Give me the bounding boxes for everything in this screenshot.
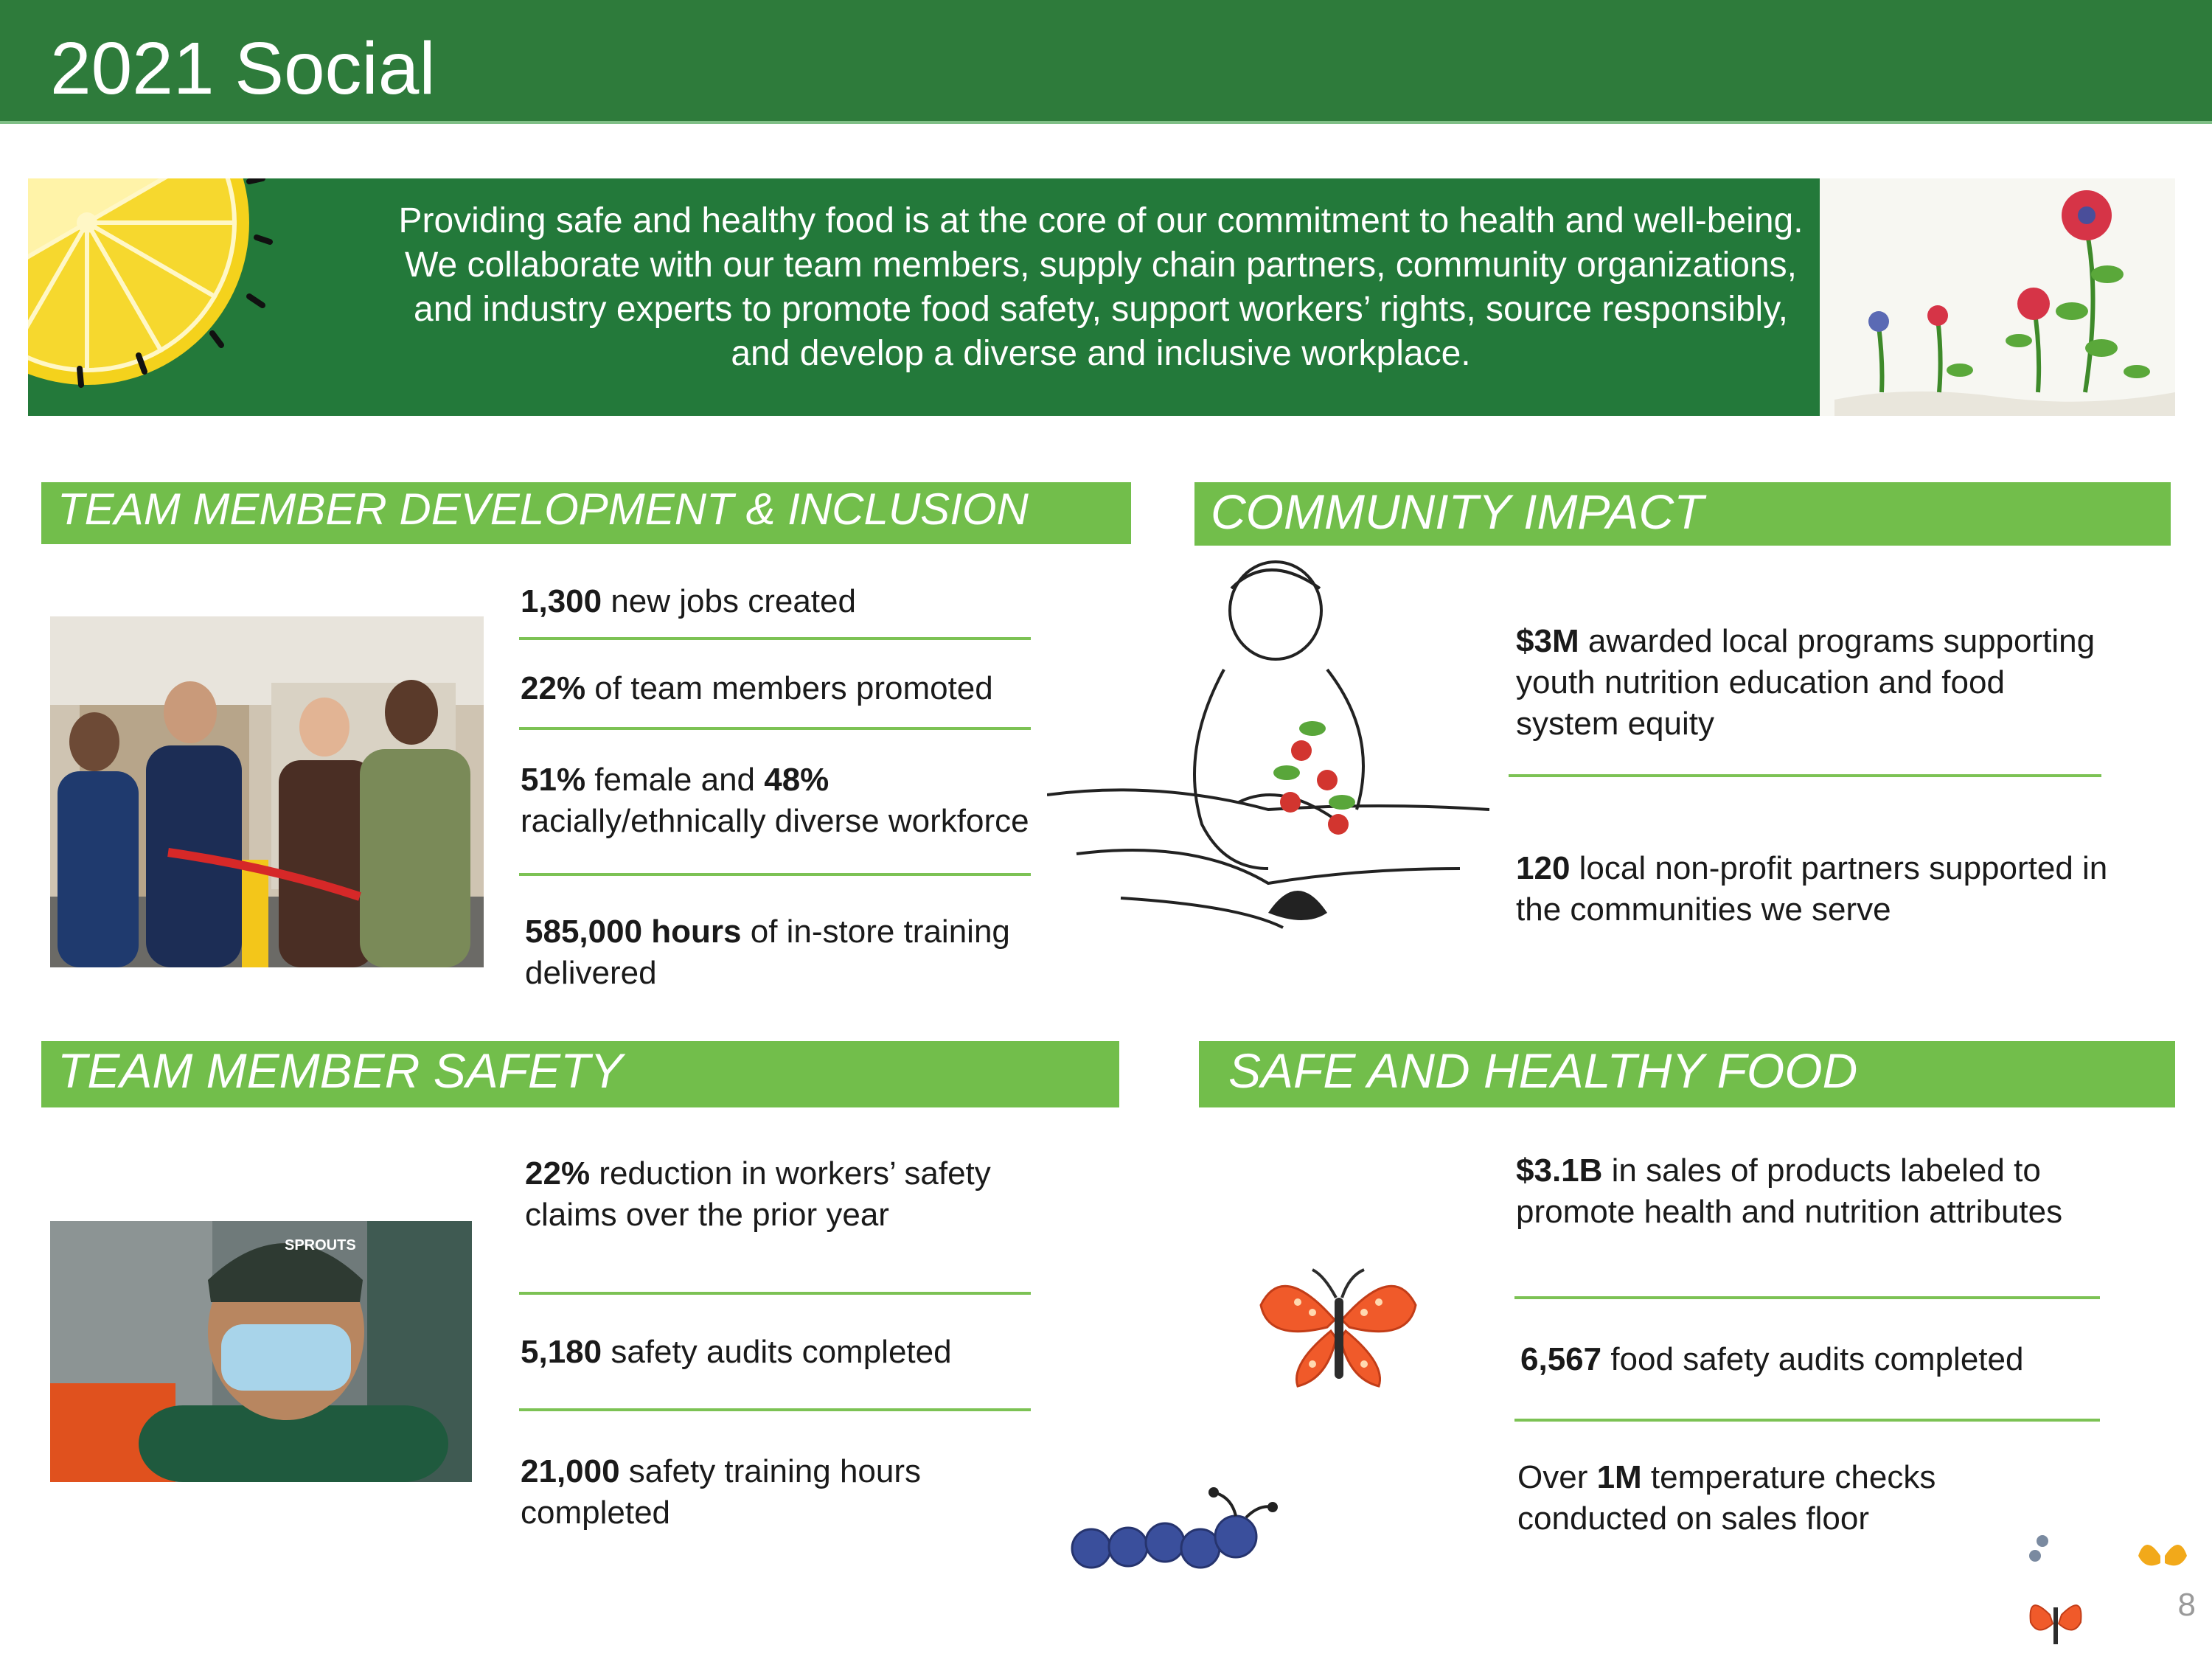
intro-text — [323, 199, 1879, 376]
divider — [519, 1292, 1031, 1295]
flowers-icon — [1820, 178, 2175, 416]
stat-safety-audits — [521, 1332, 952, 1373]
stat-label: system equity — [1516, 706, 1714, 742]
cap-logo: SPROUTS — [285, 1237, 356, 1253]
stat-label: racially/ethnically diverse workforce — [521, 803, 1029, 839]
ribbon-cutting-photo — [50, 616, 484, 967]
section-title: COMMUNITY IMPACT — [1211, 484, 1704, 539]
section-title: SAFE AND HEALTHY FOOD — [1228, 1043, 1858, 1098]
stat-label: female and — [585, 762, 765, 798]
stat-new-jobs — [521, 581, 856, 622]
stat-value: 1,300 — [521, 583, 602, 619]
stat-label: of team members promoted — [585, 670, 993, 706]
stat-nonprofit-partners — [1516, 848, 2107, 931]
stat-label: delivered — [525, 955, 657, 991]
stat-label: conducted on sales floor — [1517, 1500, 1869, 1537]
intro-line: Providing safe and healthy food is at the core of our commitment to health and well-being. — [398, 201, 1804, 240]
stat-promoted — [521, 668, 993, 709]
divider — [519, 727, 1031, 730]
stat-label: safety training hours — [619, 1453, 922, 1489]
page-title: 2021 Social — [50, 27, 436, 110]
stat-label: local non-profit partners supported in — [1570, 850, 2108, 886]
masked-team-member-photo — [50, 1221, 472, 1482]
stat-label: claims over the prior year — [525, 1197, 889, 1233]
stat-label: youth nutrition education and food — [1516, 664, 2005, 700]
stat-food-safety-audits — [1520, 1339, 2023, 1380]
intro-line: and develop a diverse and inclusive workplace. — [731, 334, 1471, 373]
stat-value: 5,180 — [521, 1334, 602, 1370]
intro-line: We collaborate with our team members, supply chain partners, community organizations, — [405, 246, 1797, 285]
stat-health-sales — [1516, 1150, 2062, 1233]
stat-label: food safety audits completed — [1601, 1341, 2024, 1377]
stat-label: promote health and nutrition attributes — [1516, 1194, 2063, 1230]
stat-value: 22% — [525, 1155, 591, 1192]
section-header-development — [41, 482, 1131, 544]
stat-awarded-programs — [1516, 621, 2095, 745]
stat-temperature-checks — [1517, 1457, 1935, 1540]
section-title: TEAM MEMBER DEVELOPMENT & INCLUSION — [58, 484, 1029, 534]
stat-label: of in-store training — [741, 914, 1010, 950]
gardener-illustration — [1047, 559, 1489, 972]
divider — [1514, 1296, 2100, 1299]
stat-label: in sales of products labeled to — [1602, 1152, 2041, 1189]
intro-banner — [28, 178, 2175, 416]
strawberry-butterfly-icon — [1253, 1253, 1423, 1394]
stat-value: 585,000 hours — [525, 914, 742, 950]
stat-value: 120 — [1516, 850, 1571, 886]
stat-label: reduction in workers’ safety — [590, 1155, 991, 1192]
stat-claims-reduction — [525, 1153, 991, 1236]
stat-value: 21,000 — [521, 1453, 620, 1489]
divider — [519, 637, 1031, 640]
section-header-safety — [41, 1041, 1119, 1107]
stat-value: $3M — [1516, 623, 1579, 659]
divider — [519, 873, 1031, 876]
stat-value: 48% — [764, 762, 830, 798]
stat-label: safety audits completed — [602, 1334, 952, 1370]
divider — [1509, 774, 2101, 777]
section-header-community — [1194, 482, 2171, 546]
stat-value: 6,567 — [1520, 1341, 1602, 1377]
stat-value: 51% — [521, 762, 586, 798]
section-header-food — [1199, 1041, 2175, 1107]
page-number: 8 — [2177, 1587, 2196, 1623]
stat-label: new jobs created — [602, 583, 856, 619]
stat-training-hours — [525, 911, 1010, 994]
intro-line: and industry experts to promote food safety, support workers’ rights, source responsibly, — [414, 290, 1788, 329]
stat-value: 22% — [521, 670, 586, 706]
divider — [519, 1408, 1031, 1411]
stat-label: completed — [521, 1495, 671, 1531]
stat-prefix: Over — [1517, 1459, 1597, 1495]
lemon-slice-icon — [28, 178, 293, 416]
stat-value: $3.1B — [1516, 1152, 1603, 1189]
stat-safety-training — [521, 1451, 921, 1534]
stat-diversity — [521, 759, 1029, 842]
stat-label: temperature checks — [1641, 1459, 1936, 1495]
stat-value: 1M — [1596, 1459, 1642, 1495]
divider — [1514, 1419, 2100, 1422]
stat-label: awarded local programs supporting — [1579, 623, 2096, 659]
blueberry-caterpillar-icon — [1062, 1475, 1298, 1578]
section-title: TEAM MEMBER SAFETY — [58, 1043, 623, 1098]
decorative-bugs-icon — [2020, 1526, 2197, 1652]
stat-label: the communities we serve — [1516, 891, 1891, 928]
